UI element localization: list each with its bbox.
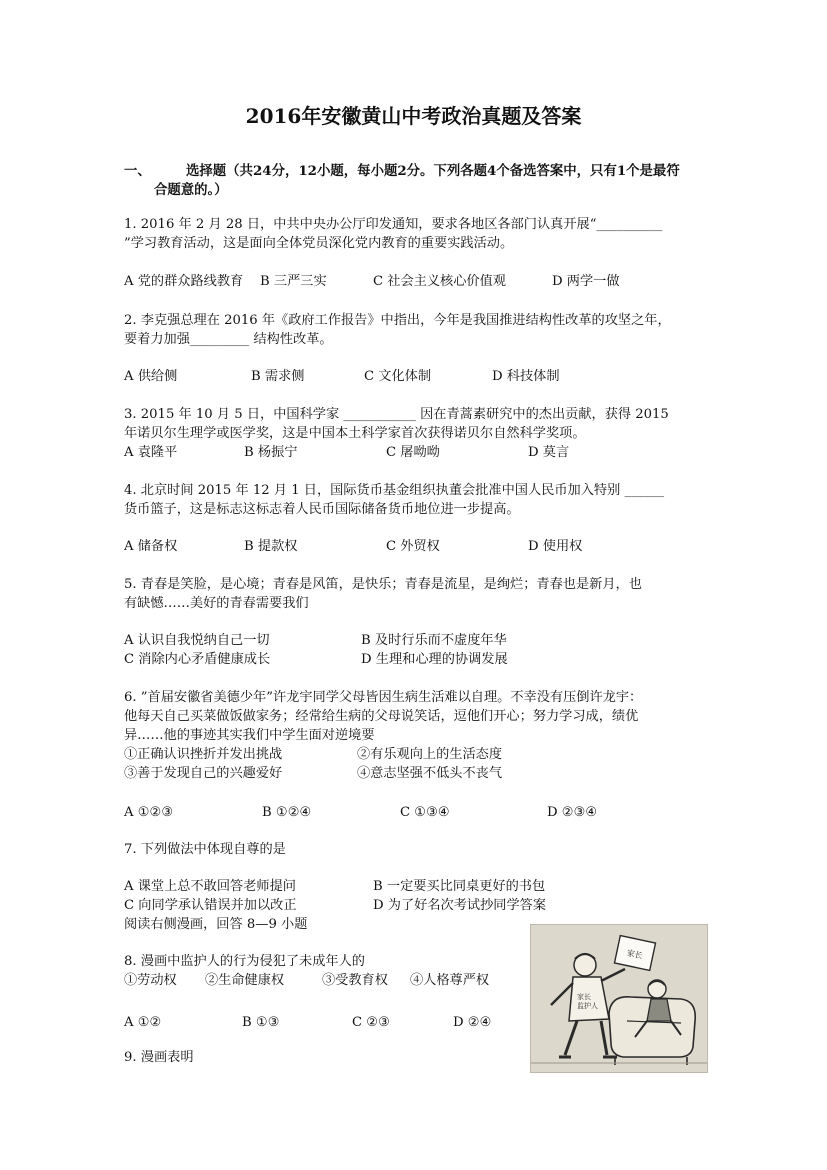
question-8-item-1: ①劳动权	[124, 973, 177, 988]
question-1-option-b: B 三严三实	[260, 274, 327, 289]
question-6-line-3: 异……他的事迹其实我们中学生面对逆境要	[124, 728, 375, 743]
question-7-option-b: B 一定要买比同桌更好的书包	[373, 879, 546, 894]
question-2-line-2: 要着力加强_________ 结构性改革。	[124, 332, 333, 347]
cartoon-sign-text: 家长	[625, 948, 644, 961]
question-5-line-1: 5. 青春是笑脸，是心境；青春是风笛，是快乐；青春是流星，是绚烂；青春也是新月，也	[124, 577, 642, 592]
cartoon-intro: 阅读右侧漫画，回答 8—9 小题	[124, 917, 308, 932]
question-8-option-c: C ②③	[352, 1015, 390, 1030]
cartoon-body-text-line: 监护人	[577, 1002, 598, 1010]
question-2-option-c: C 文化体制	[364, 369, 432, 384]
question-5-line-2: 有缺憾……美好的青春需要我们	[124, 596, 309, 611]
question-4-option-c: C 外贸权	[386, 539, 440, 554]
question-1-line-1: 1. 2016 年 2 月 28 日，中共中央办公厅印发通知，要求各地区各部门认真开展“__________	[124, 217, 663, 232]
question-8-item-4: ④人格尊严权	[410, 973, 490, 988]
question-6-line-1: 6. ”首届安徽省美德少年”许龙宇同学父母皆因生病生活难以自理。不幸没有压倒许龙宇：	[124, 690, 643, 705]
question-6-item-2: ②有乐观向上的生活态度	[357, 747, 503, 762]
question-3-line-2: 年诺贝尔生理学或医学奖，这是中国本土科学家首次获得诺贝尔自然科学奖项。	[124, 426, 586, 441]
question-4-option-b: B 提款权	[244, 539, 298, 554]
question-8-option-d: D ②④	[453, 1015, 492, 1030]
question-3-option-d: D 莫言	[528, 445, 570, 460]
question-6-option-c: C ①③④	[400, 805, 450, 820]
question-5-option-d: D 生理和心理的协调发展	[361, 652, 508, 667]
question-6-option-d: D ②③④	[547, 805, 598, 820]
question-6-option-a: A ①②③	[124, 805, 174, 820]
question-8-option-a: A ①②	[124, 1015, 162, 1030]
question-7-option-d: D 为了好名次考试抄同学答案	[373, 898, 547, 913]
document-title: 2016年安徽黄山中考政治真题及答案	[245, 104, 582, 128]
question-8-item-2: ②生命健康权	[205, 973, 285, 988]
question-6-item-1: ①正确认识挫折并发出挑战	[124, 747, 283, 762]
cartoon-image	[530, 924, 708, 1073]
question-2-line-1: 2. 李克强总理在 2016 年《政府工作报告》中指出，今年是我国推进结构性改革的攻坚之年，	[124, 313, 671, 328]
question-6-item-3: ③善于发现自己的兴趣爱好	[124, 766, 283, 781]
question-2-option-d: D 科技体制	[492, 369, 560, 384]
question-8-line-1: 8. 漫画中监护人的行为侵犯了未成年人的	[124, 954, 365, 969]
question-8-item-3: ③受教育权	[322, 973, 388, 988]
question-3-option-a: A 袁隆平	[124, 445, 178, 460]
cartoon-body-text-line: 家长	[577, 993, 591, 1001]
question-5-option-b: B 及时行乐而不虚度年华	[361, 633, 507, 648]
question-8-option-b: B ①③	[242, 1015, 280, 1030]
cartoon-drawing	[531, 925, 707, 1072]
question-2-option-b: B 需求侧	[251, 369, 305, 384]
question-3-line-1: 3. 2015 年 10 月 5 日，中国科学家 ___________ 因在青蒿素研究中的杰出贡献，获得 2015	[124, 407, 669, 422]
question-6-item-4: ④意志坚强不低头不丧气	[357, 766, 503, 781]
question-7-line-1: 7. 下列做法中体现自尊的是	[124, 842, 286, 857]
question-1-line-2: ”学习教育活动，这是面向全体党员深化党内教育的重要实践活动。	[124, 236, 514, 251]
question-5-option-c: C 消除内心矛盾健康成长	[124, 652, 271, 667]
question-7-option-a: A 课堂上总不敢回答老师提问	[124, 879, 296, 894]
question-5-option-a: A 认识自我悦纳自己一切	[124, 633, 270, 648]
question-1-option-d: D 两学一做	[552, 274, 620, 289]
question-3-option-b: B 杨振宁	[244, 445, 298, 460]
section-number: 一、	[124, 163, 151, 179]
question-9-line-1: 9. 漫画表明	[124, 1050, 194, 1065]
question-3-option-c: C 屠呦呦	[386, 445, 440, 460]
question-1-option-a: A 党的群众路线教育	[124, 274, 244, 289]
section-heading-line-2: 合题意的。）	[154, 182, 228, 198]
question-4-line-2: 货币篮子，这是标志这标志着人民币国际储备货币地位进一步提高。	[124, 502, 520, 517]
section-heading-line-1: 选择题（共24分，12小题，每小题2分。下列各题4个备选答案中，只有1个是最符	[186, 163, 680, 179]
question-6-line-2: 他每天自己买菜做饭做家务；经常给生病的父母说笑话，逗他们开心；努力学习成，绩优	[124, 709, 639, 724]
question-7-option-c: C 向同学承认错误并加以改正	[124, 898, 297, 913]
question-1-option-c: C 社会主义核心价值观	[373, 274, 506, 289]
question-2-option-a: A 供给侧	[124, 369, 178, 384]
question-4-option-d: D 使用权	[528, 539, 583, 554]
question-4-line-1: 4. 北京时间 2015 年 12 月 1 日，国际货币基金组织执董会批准中国人民币加入特别 ______	[124, 483, 665, 498]
question-6-option-b: B ①②④	[262, 805, 312, 820]
question-4-option-a: A 储备权	[124, 539, 178, 554]
